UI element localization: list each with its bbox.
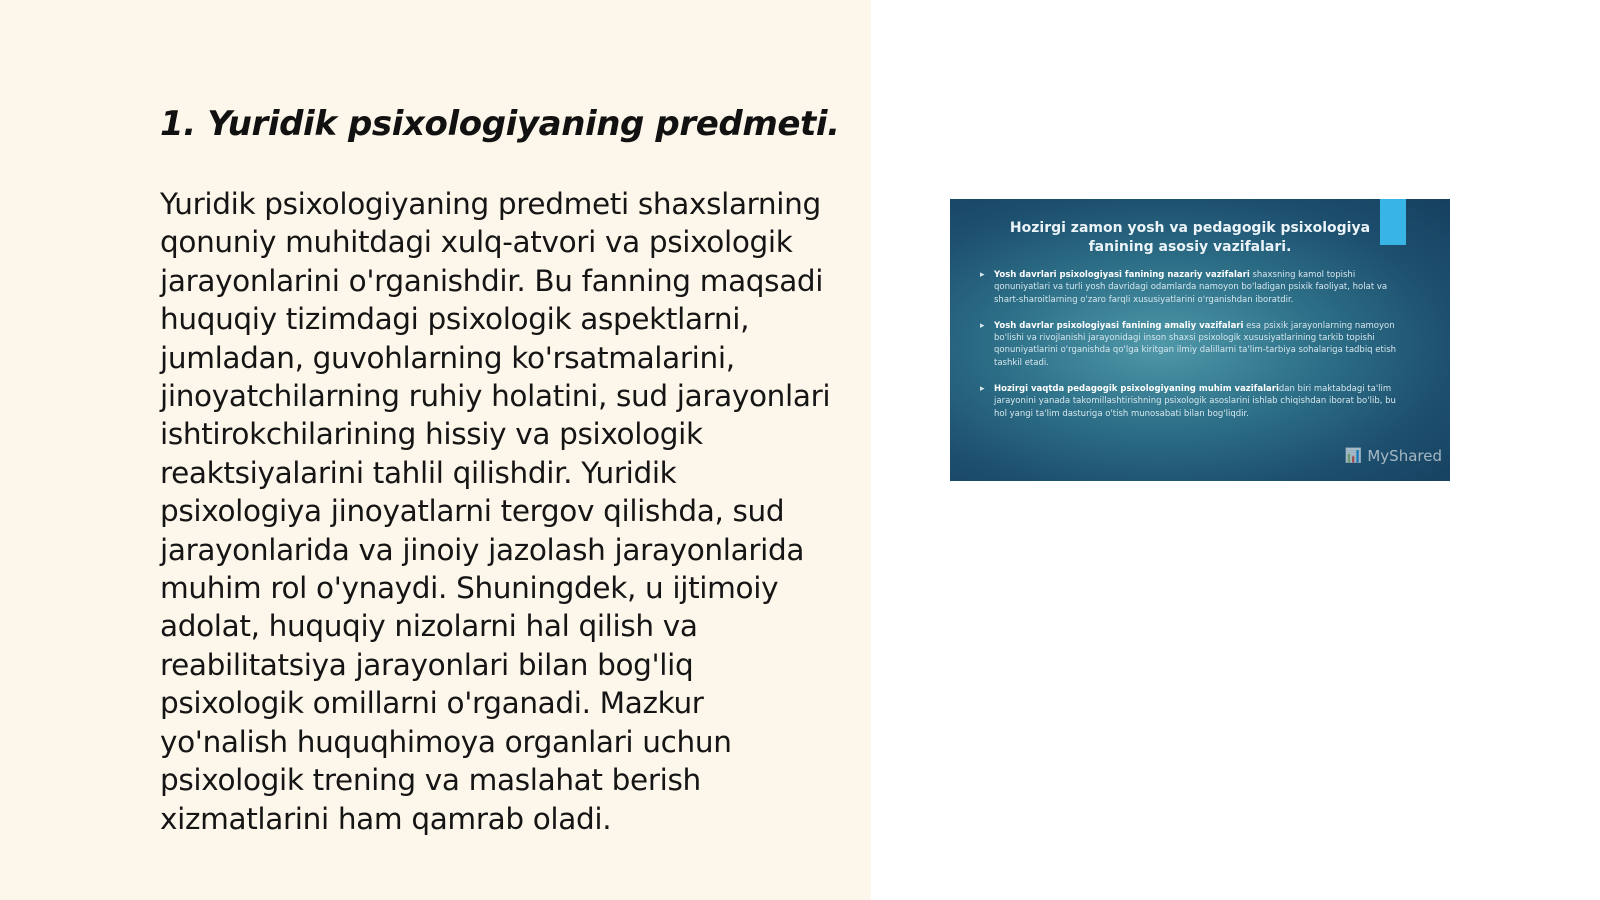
list-item [980,320,1400,369]
bullet-bold-text: Hozirgi vaqtda pedagogik psixologiyaning muhim vazifalari [994,384,1279,395]
list-item [980,269,1400,306]
slide-thumbnail-image [950,199,1450,481]
list-item [980,383,1400,420]
watermark [1345,447,1442,465]
bullet-text: esa psixik jarayonlarning namoyon bo'lishi va rivojlanishi jarayonidagi inson shaxsi psixologik xususiyatlarining tarkib topishi qonuniyatlarini o'rganishda qo'lga kiritgan ilmiy dalillarni ta'lim-tarbiya sohalariga tadbiq etish tashkil etadi. [994,320,1397,368]
bullet-bold-text: Yosh davrlar psixologiyasi fanining amaliy vazifalari [994,320,1244,331]
page-title: 1. Yuridik psixologiyaning predmeti. [160,104,840,144]
slide-bullet-list [980,269,1400,434]
bullet-text: dan biri maktabdagi ta'lim jarayonini yanada takomillashtirishning psixologik asoslarini ishlab chiqishdan iborat bo'lib, bu hol yangi ta'lim dasturiga o'tish munosabati bilan bog'liqdir. [994,384,1396,419]
bullet-text: shaxsning kamol topishi qonuniyatlari va turli yosh davridagi odamlarda namoyon bo'ladigan psixik faoliyat, holat va shart-sharoitlarning o'zaro farqli xususiyatlarini o'rganishdan iboratdir. [994,270,1388,305]
myshared-logo-icon: 📊 [1344,448,1363,464]
slide-title: Hozirgi zamon yosh va pedagogik psixologiya fanining asosiy vazifalari. [1009,220,1371,255]
watermark-text: MyShared [1367,447,1442,465]
body-paragraph: Yuridik psixologiyaning predmeti shaxslarning qonuniy muhitdagi xulq-atvori va psixologik jarayonlarini o'rganishdir. Bu fanning maqsadi huquqiy tizimdagi psixologik aspektlarni, jumladan, guvohlarning ko'rsatmalarini, jinoyatchilarning ruhiy holatini, sud jarayonlari ishtirokchilarining hissiy va psixologik reaktsiyalarini tahlil qilishdir. Yuridik psixologiya jinoyatlarni tergov qilishda, sud jarayonlarida va jinoiy jazolash jarayonlarida muhim rol o'ynaydi. Shuningdek, u ijtimoiy adolat, huquqiy nizolarni hal qilish va reabilitatsiya jarayonlari bilan bog'liq psixologik omillarni o'rganadi. Mazkur yo'nalish huquqhimoya organlari uchun psixologik trening va maslahat berish xizmatlarini ham qamrab oladi. [160,187,831,836]
bullet-bold-text: Yosh davrlari psixologiyasi fanining nazariy vazifalari [994,270,1250,280]
